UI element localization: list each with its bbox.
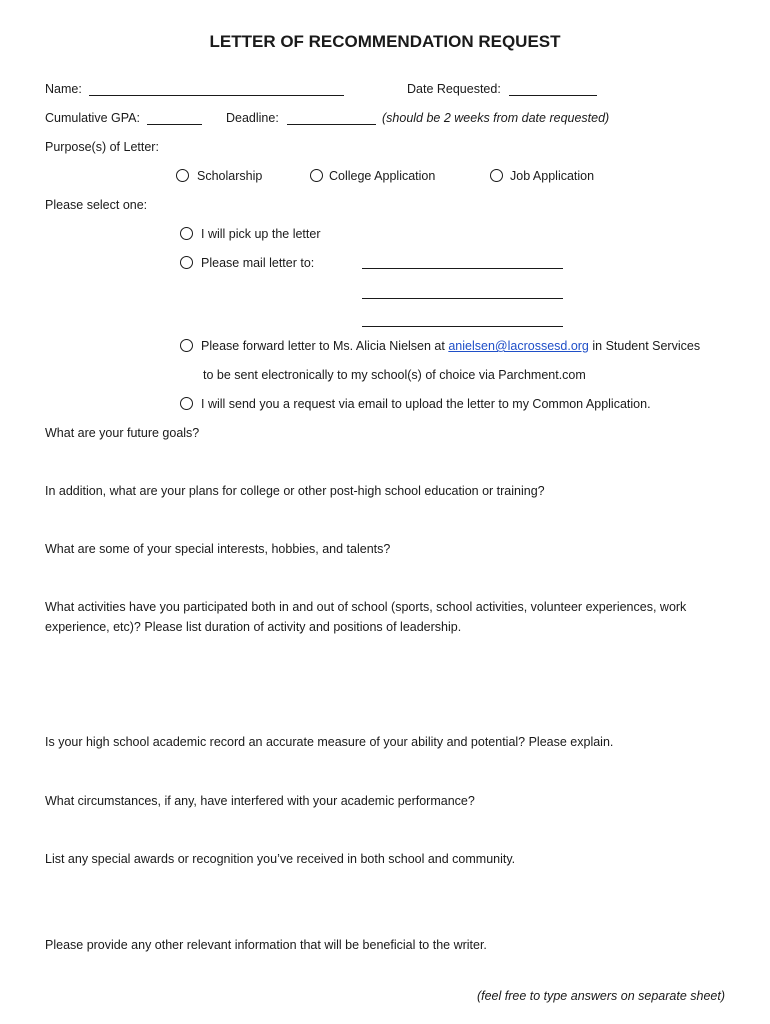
question-activities-line-1: What activities have you participated both in and out of school (sports, school activities, volunteer experiences, work <box>45 600 687 614</box>
question-plans: In addition, what are your plans for college or other post-high school education or training? <box>45 484 545 498</box>
question-academic-record: Is your high school academic record an accurate measure of your ability and potential? Please explain. <box>45 735 614 749</box>
forward-line-2: to be sent electronically to my school(s) of choice via Parchment.com <box>203 368 586 382</box>
deadline-note: (should be 2 weeks from date requested) <box>382 111 610 125</box>
select-one-label: Please select one: <box>45 198 148 212</box>
question-activities-line-2: experience, etc)? Please list duration of activity and positions of leadership. <box>45 620 462 634</box>
gpa-label: Cumulative GPA: <box>45 111 140 125</box>
date-requested-field[interactable] <box>509 84 597 96</box>
mail-address-line-2[interactable] <box>362 287 563 299</box>
name-field[interactable] <box>89 84 344 96</box>
question-circumstances: What circumstances, if any, have interfered with your academic performance? <box>45 794 475 808</box>
college-application-label: College Application <box>329 169 436 183</box>
purpose-label: Purpose(s) of Letter: <box>45 140 159 154</box>
common-app-label: I will send you a request via email to upload the letter to my Common Application. <box>201 397 651 411</box>
mail-radio[interactable] <box>180 256 193 269</box>
question-interests: What are some of your special interests, hobbies, and talents? <box>45 542 391 556</box>
mail-address-line-1[interactable] <box>362 257 563 269</box>
gpa-field[interactable] <box>147 113 202 125</box>
common-app-radio[interactable] <box>180 397 193 410</box>
pickup-radio[interactable] <box>180 227 193 240</box>
pickup-label: I will pick up the letter <box>201 227 321 241</box>
name-label: Name: <box>45 82 82 96</box>
deadline-field[interactable] <box>287 113 376 125</box>
forward-email-link[interactable]: anielsen@lacrossesd.org <box>448 339 589 353</box>
job-application-label: Job Application <box>510 169 595 183</box>
scholarship-label: Scholarship <box>197 169 263 183</box>
deadline-label: Deadline: <box>226 111 279 125</box>
mail-address-line-3[interactable] <box>362 315 563 327</box>
mail-label: Please mail letter to: <box>201 256 315 270</box>
page-title: LETTER OF RECOMMENDATION REQUEST <box>209 32 561 51</box>
scholarship-radio[interactable] <box>176 169 189 182</box>
question-other-info: Please provide any other relevant information that will be beneficial to the writer. <box>45 938 487 952</box>
question-goals: What are your future goals? <box>45 426 200 440</box>
forward-suffix: in Student Services <box>592 339 701 353</box>
college-application-radio[interactable] <box>310 169 323 182</box>
job-application-radio[interactable] <box>490 169 503 182</box>
forward-prefix: Please forward letter to Ms. Alicia Nielsen at <box>201 339 445 353</box>
question-awards: List any special awards or recognition you’ve received in both school and community. <box>45 852 516 866</box>
date-requested-label: Date Requested: <box>407 82 501 96</box>
forward-text <box>201 340 700 353</box>
forward-radio[interactable] <box>180 339 193 352</box>
footer-note: (feel free to type answers on separate sheet) <box>476 989 725 1003</box>
